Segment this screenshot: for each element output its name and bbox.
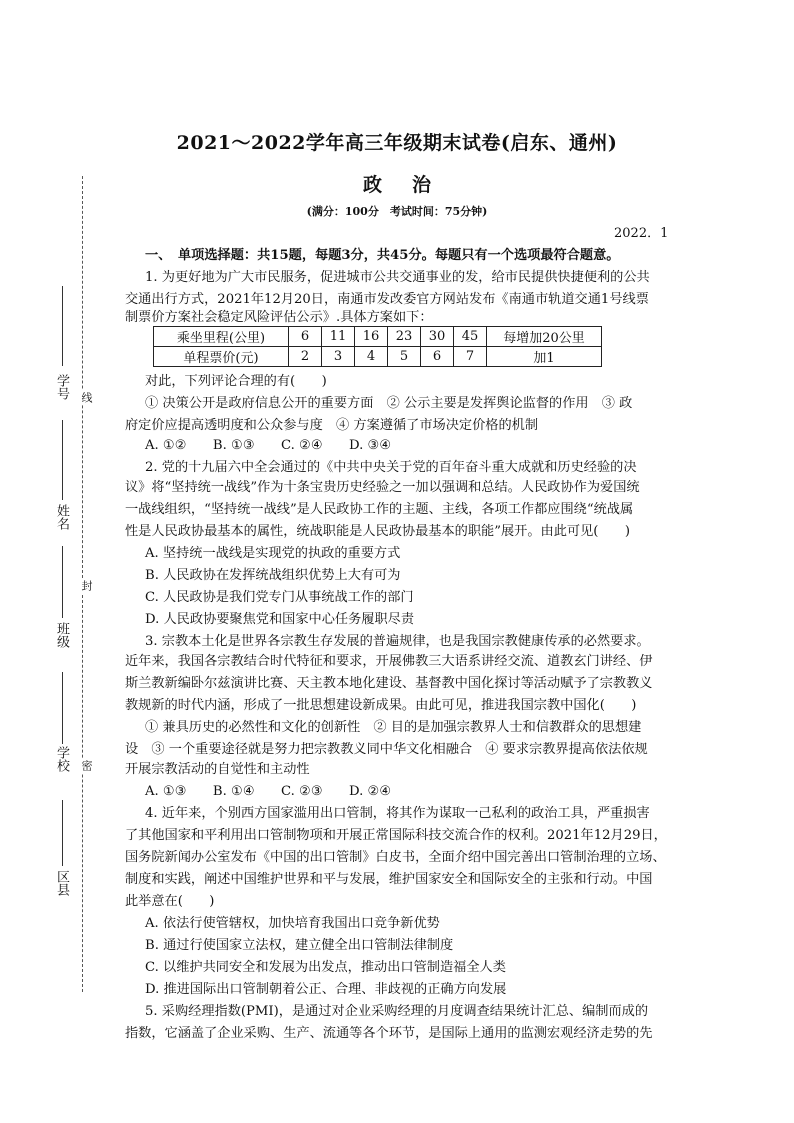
q3-line: 教规新的时代内涵，形成了一批思想建设新成果。由此可见，推进我国宗教中国化( ) <box>125 698 637 713</box>
q3-line: 开展宗教活动的自觉性和主动性 <box>125 762 310 777</box>
field-blank-name[interactable] <box>62 420 63 500</box>
binding-margin <box>0 0 110 1123</box>
q4-option-a: A. 依法行使管辖权，加快培育我国出口竞争新优势 <box>145 916 440 931</box>
q4-line: 4. 近年来，个别西方国家滥用出口管制，将其作为谋取一己私利的政治工具，严重损害 <box>145 806 650 821</box>
table-cell: 45 <box>454 327 487 347</box>
q5-line: 5. 采购经理指数(PMI)，是通过对企业采购经理的月度调查结果统计汇总、编制而成的 <box>145 1004 649 1019</box>
q4-line: 此举意在( ) <box>125 894 215 909</box>
q4-option-b: B. 通过行使国家立法权，建立健全出口管制法律制度 <box>145 938 454 953</box>
exam-date: 2022．1 <box>614 226 669 241</box>
field-blank-district[interactable] <box>62 800 63 866</box>
q2-option-a: A. 坚持统一战线是实现党的执政的重要方式 <box>145 546 401 561</box>
exam-info: (满分：100分 考试时间：75分钟) <box>306 205 488 218</box>
field-label-school: 学校 <box>54 746 69 772</box>
table-cell: 16 <box>355 327 388 347</box>
q3-line: 近年来，我国各宗教结合时代特征和要求，开展佛教三大语系讲经交流、道教玄门讲经、伊 <box>125 654 653 669</box>
q1-line: 交通出行方式，2021年12月20日，南通市发改委官方网站发布《南通市轨道交通1号线票 <box>125 292 649 307</box>
q3-options: A. ①③ B. ①④ C. ②③ D. ②④ <box>145 784 392 799</box>
q4-option-c: C. 以维护共同安全和发展为出发点，推动出口管制造福全人类 <box>145 960 506 975</box>
table-cell: 4 <box>355 347 388 367</box>
field-label-class: 班级 <box>54 622 69 648</box>
q1-line: 府定价应提高透明度和公众参与度 ④ 方案遵循了市场决定价格的机制 <box>125 418 539 433</box>
section-heading: 一、 单项选择题：共15题，每题3分，共45分。每题只有一个选项最符合题意。 <box>145 248 620 263</box>
seal-mark-xian: 线 <box>80 392 93 403</box>
q3-line: 3. 宗教本土化是世界各宗教生存发展的普遍规律，也是我国宗教健康传承的必然要求。 <box>145 634 650 649</box>
table-cell: 6 <box>289 327 322 347</box>
q1-line: 对此，下列评论合理的有( ) <box>145 374 327 389</box>
table-cell: 23 <box>388 327 421 347</box>
table-cell: 11 <box>322 327 355 347</box>
q1-line: 制票价方案社会稳定风险评估公示》.具体方案如下： <box>125 310 433 325</box>
table-cell: 乘坐里程(公里) <box>154 327 289 347</box>
q3-line: 设 ③ 一个重要途径就是努力把宗教教义同中华文化相融合 ④ 要求宗教界提高依法依规 <box>125 742 648 757</box>
fare-table <box>153 326 602 367</box>
table-cell: 5 <box>388 347 421 367</box>
q2-option-d: D. 人民政协要聚焦党和国家中心任务履职尽责 <box>145 612 415 627</box>
table-cell: 加1 <box>487 347 602 367</box>
exam-subject: 政治 <box>362 174 461 196</box>
seal-mark-feng: 封 <box>80 580 93 591</box>
q1-line: 1. 为更好地为广大市民服务，促进城市公共交通事业的发，给市民提供快捷便利的公共 <box>145 270 650 285</box>
table-cell: 每增加20公里 <box>487 327 602 347</box>
table-cell: 3 <box>322 347 355 367</box>
field-blank-student-id[interactable] <box>62 286 63 366</box>
table-cell: 30 <box>421 327 454 347</box>
q2-line: 议》将“坚持统一战线”作为十条宝贵历史经验之一加以强调和总结。人民政协作为爱国统 <box>125 480 640 495</box>
q1-line: ① 决策公开是政府信息公开的重要方面 ② 公示主要是发挥舆论监督的作用 ③ 政 <box>145 396 633 411</box>
q1-options: A. ①② B. ①③ C. ②④ D. ③④ <box>145 438 392 453</box>
q2-line: 性是人民政协最基本的属性，统战职能是人民政协最基本的职能”展开。由此可见( ) <box>125 524 630 539</box>
q2-line: 2. 党的十九届六中全会通过的《中共中央关于党的百年奋斗重大成就和历史经验的决 <box>145 460 637 475</box>
field-label-student-id: 学号 <box>54 374 69 400</box>
q4-option-d: D. 推进国际出口管制朝着公正、合理、非歧视的正确方向发展 <box>145 982 507 997</box>
q4-line: 了其他国家和平利用出口管制物项和开展正常国际科技交流合作的权利。2021年12月29日， <box>125 828 667 843</box>
q4-line: 制度和实践，阐述中国维护世界和平与发展，维护国家安全和国际安全的主张和行动。中国 <box>125 872 653 887</box>
q3-line: 斯兰教新编卧尔兹演讲比赛、天主教本地化建设、基督教中国化探讨等活动赋予了宗教教义 <box>125 676 653 691</box>
field-label-name: 姓名 <box>54 504 69 530</box>
table-row <box>154 327 602 347</box>
table-cell: 7 <box>454 347 487 367</box>
q5-line: 指数，它涵盖了企业采购、生产、流通等各个环节，是国际上通用的监测宏观经济走势的先 <box>125 1026 653 1041</box>
q3-line: ① 兼具历史的必然性和文化的创新性 ② 目的是加强宗教界人士和信教群众的思想建 <box>145 720 642 735</box>
table-cell: 2 <box>289 347 322 367</box>
table-cell: 单程票价(元) <box>154 347 289 367</box>
q4-line: 国务院新闻办公室发布《中国的出口管制》白皮书，全面介绍中国完善出口管制治理的立场、 <box>125 850 666 865</box>
field-blank-school[interactable] <box>62 672 63 744</box>
q2-option-b: B. 人民政协在发挥统战组织优势上大有可为 <box>145 568 401 583</box>
q2-option-c: C. 人民政协是我们党专门从事统战工作的部门 <box>145 590 414 605</box>
field-label-district: 区县 <box>54 870 69 896</box>
q2-line: 一战线组织，“坚持统一战线”是人民政协工作的主题、主线，各项工作都应围绕“统战属 <box>125 502 634 517</box>
seal-mark-mi: 密 <box>80 760 93 771</box>
table-cell: 6 <box>421 347 454 367</box>
table-row <box>154 347 602 367</box>
exam-title: 2021～2022学年高三年级期末试卷(启东、通州) <box>176 132 618 154</box>
field-blank-class[interactable] <box>62 546 63 618</box>
